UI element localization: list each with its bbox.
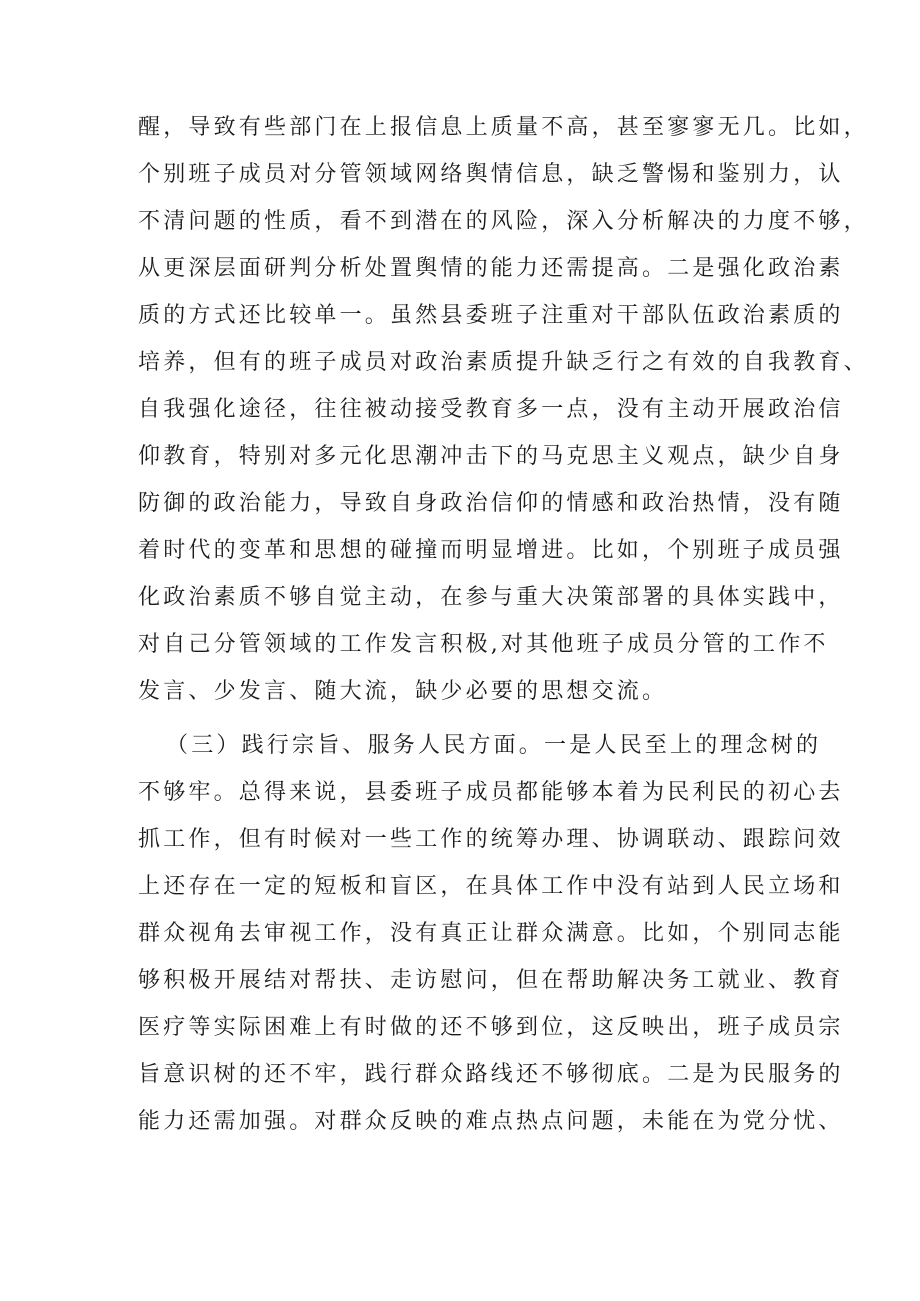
- text-line: 够积极开展结对帮扶、走访慰问，但在帮助解决务工就业、教育: [138, 968, 844, 993]
- text-line: 不够牢。总得来说，县委班子成员都能够本着为民利民的初心去: [138, 780, 844, 805]
- text-line: 仰教育，特别对多元化思潮冲击下的马克思主义观点，缺少自身: [138, 444, 844, 469]
- text-line: 抓工作，但有时候对一些工作的统筹办理、协调联动、跟踪问效: [138, 827, 844, 852]
- text-line: 对自己分管领域的工作发言积极,对其他班子成员分管的工作不: [138, 632, 829, 657]
- text-line: 能力还需加强。对群众反映的难点热点问题，未能在为党分忧、: [138, 1109, 844, 1134]
- text-line: 培养，但有的班子成员对政治素质提升缺乏行之有效的自我教育、: [138, 350, 869, 375]
- text-line: 着时代的变革和思想的碰撞而明显增进。比如，个别班子成员强: [138, 538, 844, 563]
- text-line: 自我强化途径，往往被动接受教育多一点，没有主动开展政治信: [138, 397, 844, 422]
- text-line: 旨意识树的还不牢，践行群众路线还不够彻底。二是为民服务的: [138, 1062, 844, 1087]
- text-line: 醒，导致有些部门在上报信息上质量不高，甚至寥寥无几。比如，: [138, 115, 869, 140]
- text-line: 不清问题的性质，看不到潜在的风险，深入分析解决的力度不够，: [138, 209, 869, 234]
- text-line-indented: （三）践行宗旨、服务人民方面。一是人民至上的理念树的: [166, 733, 822, 758]
- paragraph-continuation: [138, 104, 869, 715]
- text-line: 个别班子成员对分管领域网络舆情信息，缺乏警惕和鉴别力，认: [138, 162, 844, 187]
- text-line: 发言、少发言、随大流，缺少必要的思想交流。: [138, 679, 668, 704]
- text-line: 质的方式还比较单一。虽然县委班子注重对干部队伍政治素质的: [138, 303, 844, 328]
- paragraph-section-three: [138, 722, 844, 1145]
- text-line: 化政治素质不够自觉主动，在参与重大决策部署的具体实践中，: [138, 585, 844, 610]
- text-line: 上还存在一定的短板和盲区，在具体工作中没有站到人民立场和: [138, 874, 844, 899]
- text-line: 医疗等实际困难上有时做的还不够到位，这反映出，班子成员宗: [138, 1015, 844, 1040]
- text-line: 从更深层面研判分析处置舆情的能力还需提高。二是强化政治素: [138, 256, 844, 281]
- text-line: 防御的政治能力，导致自身政治信仰的情感和政治热情，没有随: [138, 491, 844, 516]
- text-line: 群众视角去审视工作，没有真正让群众满意。比如，个别同志能: [138, 921, 844, 946]
